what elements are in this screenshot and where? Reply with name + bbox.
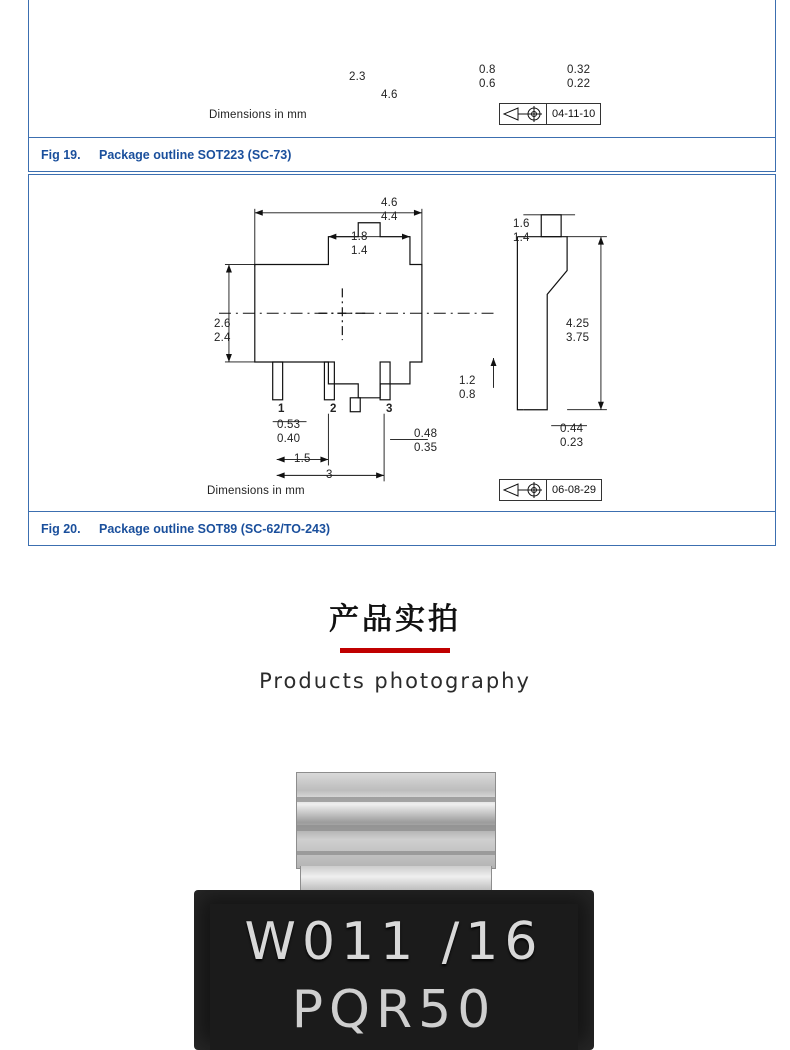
fig19-dim-2-3: 2.3	[349, 71, 366, 83]
heading-chinese: 产品实拍	[329, 602, 461, 637]
fig20-dim-0-44: 0.44	[560, 423, 584, 435]
figure-19-number: Fig 19.	[41, 147, 81, 162]
sot89-outline-drawing	[29, 175, 775, 545]
products-photography-heading	[0, 594, 790, 693]
figure-20-block	[28, 174, 776, 546]
product-marking-line-1: W011 /16	[244, 912, 544, 972]
product-marking-line-2: PQR50	[291, 980, 497, 1040]
figure-19-title: Package outline SOT223 (SC-73)	[99, 147, 292, 162]
fig20-dim-4-6: 4.6	[381, 197, 398, 209]
fig20-dim-4-25: 4.25	[566, 318, 590, 330]
fig19-dim-0-32: 0.32	[567, 64, 591, 76]
fig20-dim-0-53: 0.53	[277, 419, 301, 431]
fig20-dim-0-8: 0.8	[459, 389, 476, 401]
figure-20-title: Package outline SOT89 (SC-62/TO-243)	[99, 521, 331, 536]
heading-underline	[340, 648, 450, 653]
fig20-dim-1-6: 1.6	[513, 218, 530, 230]
product-photo	[0, 760, 790, 1040]
tab-band-2	[297, 825, 495, 831]
fig20-dim-1-4b: 1.4	[513, 232, 530, 244]
fig20-dim-3-75: 3.75	[566, 332, 590, 344]
figure-19-block	[28, 0, 776, 172]
fig20-projection-box	[499, 479, 602, 501]
fig20-pin-1: 1	[278, 403, 285, 415]
product-body	[194, 890, 594, 1050]
fig20-pin-2: 2	[330, 403, 337, 415]
fig20-dim-1-5: 1.5	[294, 453, 311, 465]
fig19-dim-0-22: 0.22	[567, 78, 591, 90]
fig19-datecode: 04-11-10	[546, 104, 600, 124]
heading-english: Products photography	[259, 669, 531, 693]
figure-20-caption	[29, 511, 775, 545]
fig20-pin-3: 3	[386, 403, 393, 415]
fig20-dim-0-35: 0.35	[414, 442, 438, 454]
figure-20-number: Fig 20.	[41, 521, 81, 536]
fig20-datecode: 06-08-29	[546, 480, 601, 500]
fig19-dim-0-8: 0.8	[479, 64, 496, 76]
figure-19-caption	[29, 137, 775, 171]
fig20-dim-3: 3	[326, 469, 333, 481]
fig19-projection-box	[499, 103, 601, 125]
fig20-dim-1-8: 1.8	[351, 231, 368, 243]
fig20-dim-0-48: 0.48	[414, 428, 438, 440]
first-angle-projection-icon	[500, 480, 546, 500]
fig20-dim-2-4: 2.4	[214, 332, 231, 344]
fig20-dimensions-note: Dimensions in mm	[207, 485, 305, 497]
fig19-dim-0-6: 0.6	[479, 78, 496, 90]
tab-band-1	[297, 797, 495, 802]
fig20-dim-2-6: 2.6	[214, 318, 231, 330]
fig20-dim-0-23: 0.23	[560, 437, 584, 449]
fig19-dimensions-note: Dimensions in mm	[209, 109, 307, 121]
fig20-dim-4-4: 4.4	[381, 211, 398, 223]
first-angle-projection-icon	[500, 104, 546, 124]
product-metal-tab	[296, 772, 496, 869]
fig19-dim-4-6: 4.6	[381, 89, 398, 101]
fig20-dim-1-2: 1.2	[459, 375, 476, 387]
tab-band-3	[297, 851, 495, 855]
fig20-dim-1-4: 1.4	[351, 245, 368, 257]
fig20-dim-0-40: 0.40	[277, 433, 301, 445]
